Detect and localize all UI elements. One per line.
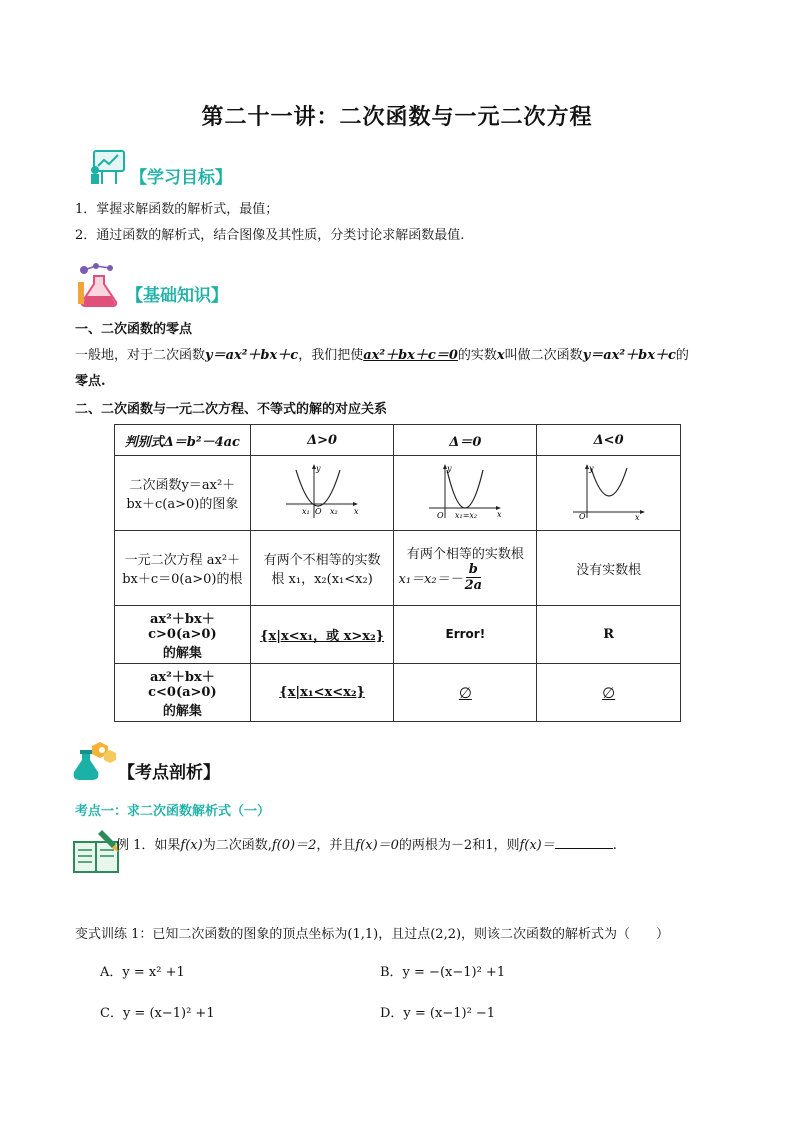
variant1-question: 变式训练 1：已知二次函数的图象的顶点坐标为(1,1)，且过点(2,2)，则该二次函数的解析式为（ ） bbox=[75, 927, 670, 942]
header-discriminant: 判别式Δ＝b²－4ac bbox=[115, 425, 251, 456]
point1-title: 考点一：求二次函数解析式（一） bbox=[75, 804, 271, 819]
objectives-heading: 【学习目标】 bbox=[130, 168, 232, 188]
svg-text:O: O bbox=[578, 512, 586, 520]
roots-two: 有两个不相等的实数 根 x₁，x₂(x₁<x₂) bbox=[250, 531, 394, 606]
row-label-greater: ax²＋bx＋c>0(a>0) 的解集 bbox=[115, 606, 251, 664]
table-row bbox=[115, 664, 681, 722]
objective-item-1: 1．掌握求解函数的解析式，最值； bbox=[75, 202, 279, 217]
header-delta-pos: Δ>0 bbox=[250, 425, 394, 456]
roots-equal: 有两个相等的实数根 x₁＝x₂＝－ b 2a bbox=[394, 531, 537, 606]
greater-none: R bbox=[537, 606, 681, 664]
table-row bbox=[115, 456, 681, 531]
svg-text:x₁=x₂: x₁=x₂ bbox=[455, 511, 478, 520]
objective-item-2: 2．通过函数的解析式，结合图像及其性质，分类讨论求解函数最值. bbox=[75, 228, 465, 243]
svg-text:x: x bbox=[634, 513, 640, 520]
svg-text:x: x bbox=[354, 507, 359, 516]
row-label-graph: 二次函数y＝ax²＋ bx＋c(a>0)的图象 bbox=[115, 456, 251, 531]
graph-one-root bbox=[394, 456, 537, 531]
section1-title: 一、二次函数的零点 bbox=[75, 322, 193, 337]
option-d: D．y = (x−1)² −1 bbox=[380, 1006, 496, 1021]
table-row bbox=[115, 606, 681, 664]
option-b: B．y = −(x−1)² +1 bbox=[380, 965, 506, 980]
less-equal: ∅ bbox=[394, 664, 537, 722]
example1: 例 1．如果f(x)为二次函数,f(0)＝2，并且f(x)＝0的两根为－2和1，则f(x)＝ . bbox=[116, 838, 617, 853]
flask-icon bbox=[74, 262, 124, 308]
svg-text:x: x bbox=[497, 510, 502, 519]
teacher-board-icon bbox=[88, 148, 128, 186]
greater-equal: Error! bbox=[394, 606, 537, 664]
book-pencil-icon bbox=[72, 828, 122, 874]
lab-icon bbox=[72, 740, 118, 782]
svg-text:O: O bbox=[437, 511, 444, 520]
section2-title: 二、二次函数与一元二次方程、不等式的解的对应关系 bbox=[75, 402, 388, 417]
header-delta-neg: Δ<0 bbox=[537, 425, 681, 456]
option-c: C．y = (x−1)² +1 bbox=[100, 1006, 215, 1021]
page-title: 第二十一讲：二次函数与一元二次方程 bbox=[201, 104, 593, 130]
svg-text:y: y bbox=[588, 464, 594, 473]
row-label-roots: 一元二次方程 ax²＋ bx＋c＝0(a>0)的根 bbox=[115, 531, 251, 606]
roots-none: 没有实数根 bbox=[537, 531, 681, 606]
table-row bbox=[115, 531, 681, 606]
header-delta-zero: Δ＝0 bbox=[394, 425, 537, 456]
svg-text:x₂: x₂ bbox=[330, 507, 338, 516]
svg-text:O: O bbox=[315, 507, 322, 516]
option-a: A．y = x² +1 bbox=[100, 965, 185, 980]
less-none: ∅ bbox=[537, 664, 681, 722]
section1-paragraph-line2: 零点. bbox=[75, 374, 106, 389]
row-label-less: ax²＋bx＋c<0(a>0) 的解集 bbox=[115, 664, 251, 722]
answer-blank bbox=[555, 836, 613, 849]
less-two: {x|x₁<x<x₂} bbox=[250, 664, 394, 722]
basics-heading: 【基础知识】 bbox=[126, 286, 228, 306]
svg-text:y: y bbox=[447, 464, 452, 473]
graph-no-root bbox=[537, 456, 681, 531]
section1-paragraph: 一般地，对于二次函数y＝ax²＋bx＋c，我们把使ax²＋bx＋c＝0的实数x叫做二次函数y＝ax²＋bx＋c的 bbox=[75, 348, 689, 363]
table-row bbox=[115, 425, 681, 456]
relation-table bbox=[114, 424, 681, 722]
analysis-heading: 【考点剖析】 bbox=[118, 763, 220, 783]
svg-text:y: y bbox=[316, 464, 321, 473]
greater-two: {x|x<x₁，或 x>x₂} bbox=[250, 606, 394, 664]
svg-text:x₁: x₁ bbox=[302, 507, 310, 516]
graph-two-roots bbox=[250, 456, 394, 531]
